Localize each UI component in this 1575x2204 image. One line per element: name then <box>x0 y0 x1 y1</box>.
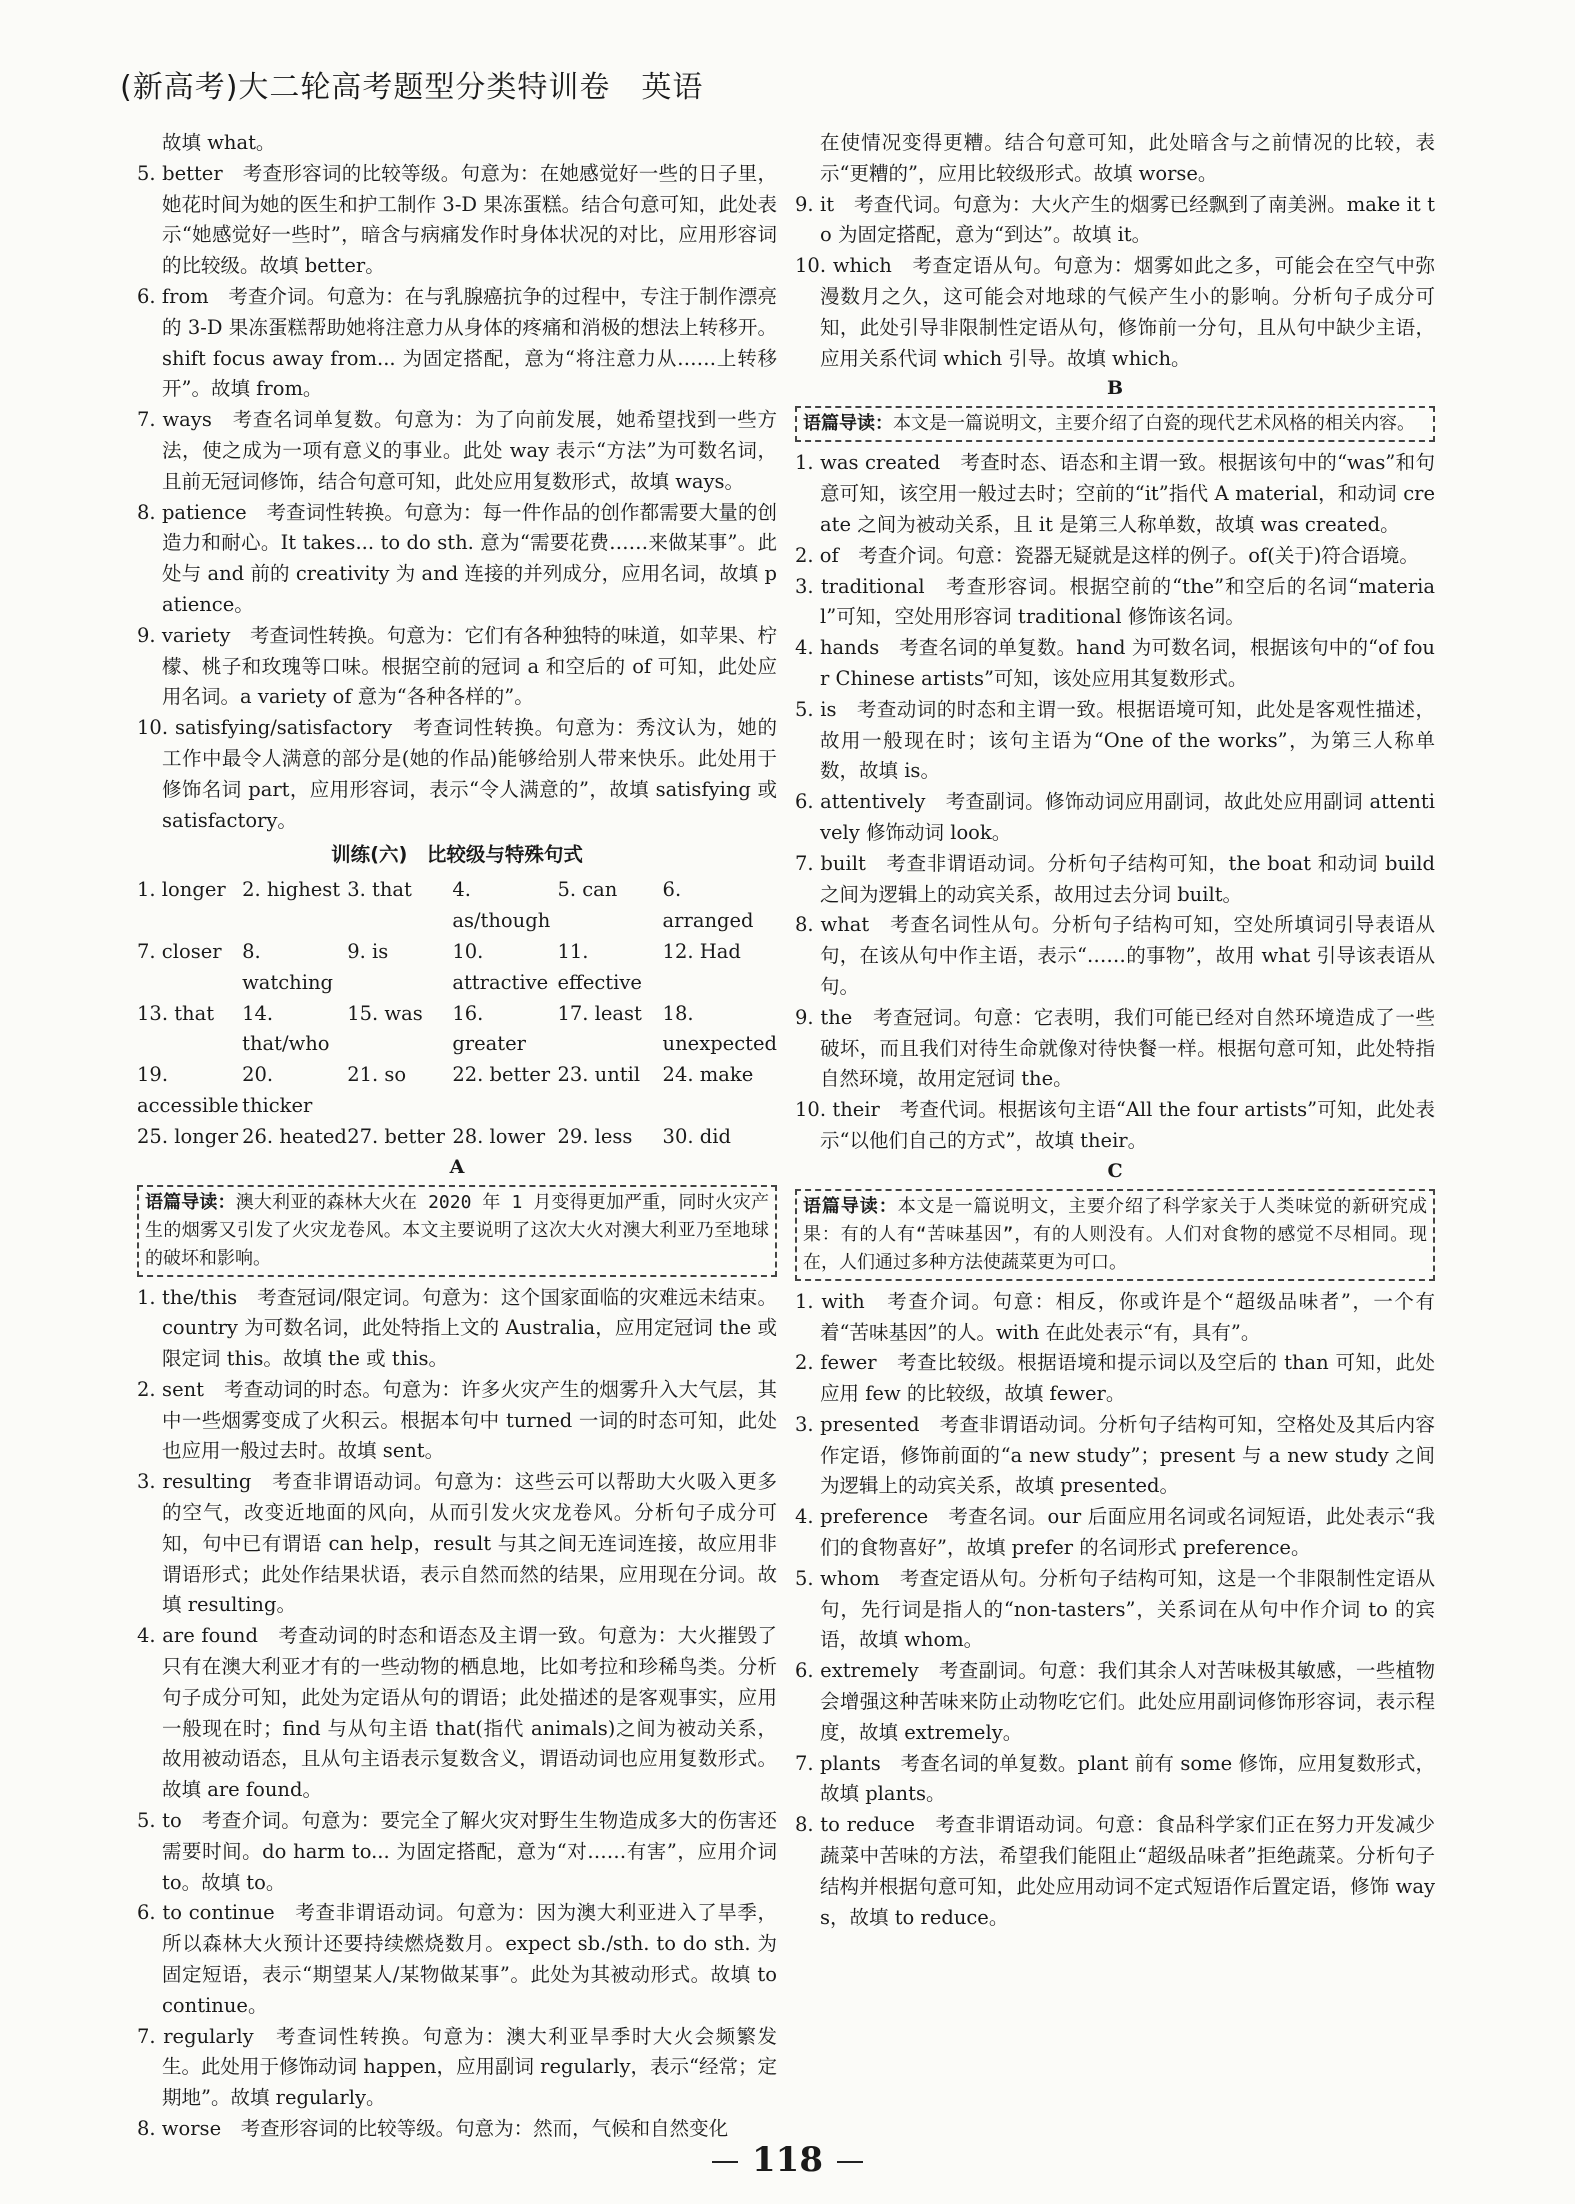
answer-key-item: 4. as/though <box>452 878 551 933</box>
answer-key-item: 24. make <box>662 1063 754 1087</box>
page-number: 118 <box>752 2140 823 2180</box>
answer-key-item: 8. watching <box>242 939 334 994</box>
answer-explanation: 10. satisfying/satisfactory 考查词性转换。句意为：秀汶认为，她的工作中最令人满意的部分是(她的作品)能够给别人带来快乐。此处用于修饰名词 part，应用形容词，表示“令人满意的”，故填 satisfying 或 satisfactory。 <box>137 716 777 832</box>
left-column <box>137 128 777 2145</box>
part-c-guide-label: 语篇导读： <box>803 1195 898 1217</box>
answer-explanation: 7. plants 考查名词的单复数。plant 前有 some 修饰，应用复数形式，故填 plants。 <box>795 1751 1435 1806</box>
page-header: (新高考)大二轮高考题型分类特训卷 英语 <box>120 70 704 105</box>
answer-explanation: 故填 what。 <box>162 131 276 154</box>
answer-explanation: 2. sent 考查动词的时态。句意为：许多火灾产生的烟雾升入大气层，其中一些烟雾变成了火积云。根据本句中 turned 一词的时态可知，此处也应用一般过去时。故填 sent。 <box>137 1377 777 1463</box>
answer-explanation: 在使情况变得更糟。结合句意可知，此处暗含与之前情况的比较，表示“更糟的”，应用比较级形式。故填 worse。 <box>820 131 1435 185</box>
answer-explanation: 4. preference 考查名词。our 后面应用名词或名词短语，此处表示“我们的食物喜好”，故填 prefer 的名词形式 preference。 <box>795 1505 1435 1560</box>
answer-key-item: 28. lower <box>452 1124 546 1148</box>
answer-explanation: 10. which 考查定语从句。句意为：烟雾如此之多，可能会在空气中弥漫数月之久，这可能会对地球的气候产生小的影响。分析句子成分可知，此处引导非限制性定语从句，修饰前一分句，且从句中缺少主语，应用关系代词 which 引导。故填 which。 <box>795 254 1435 370</box>
answer-explanation: 5. is 考查动词的时态和主谓一致。根据语境可知，此处是客观性描述，故用一般现在时；该句主语为“One of the works”，为第三人称单数，故填 is。 <box>795 697 1435 783</box>
answer-key-item: 22. better <box>452 1063 551 1087</box>
answer-key-item: 3. that <box>347 878 412 902</box>
answer-key-item: 13. that <box>137 1001 215 1025</box>
part-b-items <box>795 448 1435 1156</box>
left-top-items <box>137 128 777 836</box>
answer-explanation: 1. was created 考查时态、语态和主谓一致。根据该句中的“was”和句意可知，该空用一般过去时；空前的“it”指代 A material，和动词 create 之间为被动关系，且 it 是第三人称单数，故填 was created。 <box>795 451 1435 536</box>
answer-explanation: 4. are found 考查动词的时态和语态及主谓一致。句意为：大火摧毁了只有在澳大利亚才有的一些动物的栖息地，比如考拉和珍稀鸟类。分析句子成分可知，此处为定语从句的谓语；此处描述的是客观事实，应用一般现在时；find 与从句主语 that(指代 animals)之间为被动关系，故用被动语态，且从句主语表示复数含义，谓语动词也应用复数形式。故填 are found。 <box>137 1624 777 1802</box>
answer-key-item: 17. least <box>557 1001 642 1025</box>
answer-key-item: 15. was <box>347 1001 423 1025</box>
answer-explanation: 2. of 考查介词。句意：瓷器无疑就是这样的例子。of(关于)符合语境。 <box>795 543 1419 567</box>
answer-explanation: 7. built 考查非谓语动词。分析句子结构可知，the boat 和动词 build 之间为逻辑上的动宾关系，故用过去分词 built。 <box>795 851 1435 906</box>
answer-grid <box>137 875 777 1152</box>
answer-explanation: 9. it 考查代词。句意为：大火产生的烟雾已经飘到了南美洲。make it to 为固定搭配，意为“到达”。故填 it。 <box>795 192 1435 247</box>
answer-explanation: 6. extremely 考查副词。句意：我们其余人对苦味极其敏感，一些植物会增强这种苦味来防止动物吃它们。此处应用副词修饰形容词，表示程度，故填 extremely。 <box>795 1659 1435 1744</box>
answer-key-item: 30. did <box>662 1124 731 1148</box>
answer-explanation: 8. patience 考查词性转换。句意为：每一件作品的创作都需要大量的创造力和耐心。It takes... to do sth. 意为“需要花费……来做某事”。此处与 and 前的 creativity 为 and 连接的并列成分，应用名词，故填 patience。 <box>137 500 777 616</box>
part-c-items <box>795 1287 1435 1934</box>
answer-key-item: 1. longer <box>137 878 226 902</box>
part-b-guide-text: 本文是一篇说明文，主要介绍了白瓷的现代艺术风格的相关内容。 <box>893 413 1415 435</box>
answer-key-item: 14. that/who <box>242 1001 330 1056</box>
answer-explanation: 8. to reduce 考查非谓语动词。句意：食品科学家们正在努力开发减少蔬菜中苦味的方法，希望我们能阻止“超级品味者”拒绝蔬菜。分析句子结构并根据句意可知，此处应用动词不定式短语作后置定语，修饰 ways，故填 to reduce。 <box>795 1813 1435 1929</box>
answer-key-item: 23. until <box>557 1063 641 1087</box>
answer-key-item: 7. closer <box>137 939 222 963</box>
part-a-items <box>137 1283 777 2145</box>
answer-key-item: 9. is <box>347 939 389 963</box>
answer-explanation: 8. what 考查名词性从句。分析句子结构可知，空处所填词引导表语从句，在该从句中作主语，表示“……的事物”，故用 what 引导该表语从句。 <box>795 913 1435 998</box>
answer-key-item: 25. longer <box>137 1124 239 1148</box>
footer-dash-right <box>837 2161 863 2163</box>
part-a-label: A <box>449 1155 465 1178</box>
section-title: 训练(六) 比较级与特殊句式 <box>331 843 583 867</box>
part-a-guide-text: 澳大利亚的森林大火在 2020 年 1 月变得更加严重，同时火灾产生的烟雾又引发了火灾龙卷风。本文主要说明了这次大火对澳大利亚乃至地球的破坏和影响。 <box>145 1191 770 1269</box>
answer-key-item: 27. better <box>347 1124 445 1148</box>
answer-key-item: 19. accessible <box>137 1063 239 1117</box>
part-a-guide-label: 语篇导读： <box>145 1191 236 1213</box>
answer-key-item: 10. attractive <box>452 939 549 994</box>
footer-dash-left <box>712 2161 738 2163</box>
part-b-guide <box>795 406 1435 442</box>
part-b-guide-label: 语篇导读： <box>803 413 893 435</box>
answer-key-item: 5. can <box>557 878 618 902</box>
answer-explanation: 3. traditional 考查形容词。根据空前的“the”和空后的名词“material”可知，空处用形容词 traditional 修饰该名词。 <box>795 574 1435 629</box>
answer-key-item: 29. less <box>557 1124 633 1148</box>
answer-key-item: 20. thicker <box>242 1063 313 1117</box>
answer-key-item: 12. Had <box>662 939 741 963</box>
part-c-label: C <box>1107 1159 1123 1182</box>
right-column <box>795 128 1435 1933</box>
answer-explanation: 5. to 考查介词。句意为：要完全了解火灾对野生生物造成多大的伤害还需要时间。do harm to... 为固定搭配，意为“对……有害”，应用介词 to。故填 to。 <box>137 1809 777 1894</box>
answer-explanation: 9. variety 考查词性转换。句意为：它们有各种独特的味道，如苹果、柠檬、桃子和玫瑰等口味。根据空前的冠词 a 和空后的 of 可知，此处应用名词。a variety of 意为“各种各样的”。 <box>137 623 777 709</box>
part-c-guide-text: 本文是一篇说明文，主要介绍了科学家关于人类味觉的新研究成果：有的人有“苦味基因”，有的人则没有。人们对食物的感觉不尽相同。现在，人们通过多种方法使蔬菜更为可口。 <box>803 1195 1427 1273</box>
answer-explanation: 5. whom 考查定语从句。分析句子结构可知，这是一个非限制性定语从句，先行词是指人的“non-tasters”，关系词在从句中作介词 to 的宾语，故填 whom。 <box>795 1566 1435 1652</box>
answer-key-item: 11. effective <box>557 939 642 994</box>
right-top-items <box>795 128 1435 374</box>
part-c-guide <box>795 1189 1435 1281</box>
answer-explanation: 6. from 考查介词。句意为：在与乳腺癌抗争的过程中，专注于制作漂亮的 3-D 果冻蛋糕帮助她将注意力从身体的疼痛和消极的想法上转移开。shift focus away from... 为固定搭配，意为“将注意力从……上转移开”。故填 from。 <box>137 284 777 401</box>
answer-explanation: 2. fewer 考查比较级。根据语境和提示词以及空后的 than 可知，此处应用 few 的比较级，故填 fewer。 <box>795 1351 1435 1406</box>
part-b-label: B <box>1106 377 1124 400</box>
answer-explanation: 7. regularly 考查词性转换。句意为：澳大利亚旱季时大火会频繁发生。此处用于修饰动词 happen，应用副词 regularly，表示“经常；定期地”。故填 regularly。 <box>137 2024 777 2110</box>
answer-key-item: 18. unexpected <box>662 1001 778 1056</box>
answer-key-item: 2. highest <box>242 878 341 902</box>
answer-explanation: 3. presented 考查非谓语动词。分析句子结构可知，空格处及其后内容作定语，修饰前面的“a new study”；present 与 a new study 之间为逻辑上的动宾关系，故填 presented。 <box>795 1412 1435 1498</box>
answer-explanation: 6. to continue 考查非谓语动词。句意为：因为澳大利亚进入了旱季，所以森林大火预计还要持续燃烧数月。expect sb./sth. to do sth. 为固定短语，表示“期望某人/某物做某事”。此处为其被动形式。故填 to continue。 <box>137 1901 777 2017</box>
answer-key-item: 21. so <box>347 1063 407 1087</box>
answer-explanation: 6. attentively 考查副词。修饰动词应用副词，故此处应用副词 attentively 修饰动词 look。 <box>795 790 1435 844</box>
answer-explanation: 9. the 考查冠词。句意：它表明，我们可能已经对自然环境造成了一些破坏，而且我们对待生命就像对待快餐一样。根据句意可知，此处特指自然环境，故用定冠词 the。 <box>795 1005 1435 1091</box>
part-a-guide <box>137 1185 777 1277</box>
page-footer <box>0 2140 1575 2180</box>
answer-key-item: 6. arranged <box>662 878 754 933</box>
answer-explanation: 7. ways 考查名词单复数。句意为：为了向前发展，她希望找到一些方法，使之成为一项有意义的事业。此处 way 表示“方法”为可数名词，且前无冠词修饰，结合句意可知，此处应用复数形式，故填 ways。 <box>137 408 777 493</box>
answer-explanation: 10. their 考查代词。根据该句主语“All the four artists”可知，此处表示“以他们自己的方式”，故填 their。 <box>795 1098 1435 1152</box>
answer-explanation: 1. with 考查介词。句意：相反，你或许是个“超级品味者”，一个有着“苦味基因”的人。with 在此处表示“有，具有”。 <box>795 1289 1435 1344</box>
answer-explanation: 1. the/this 考查冠词/限定词。句意为：这个国家面临的灾难远未结束。country 为可数名词，此处特指上文的 Australia，应用定冠词 the 或限定词 this。故填 the 或 this。 <box>137 1285 777 1371</box>
answer-explanation: 8. worse 考查形容词的比较等级。句意为：然而，气候和自然变化 <box>137 2117 729 2141</box>
answer-explanation: 3. resulting 考查非谓语动词。句意为：这些云可以帮助大火吸入更多的空气，改变近地面的风向，从而引发火灾龙卷风。分析句子成分可知，句中已有谓语 can help，result 与其之间无连词连接，故应用非谓语形式；此处作结果状语，表示自然而然的结果，应用现在分词。故填 resulting。 <box>137 1470 777 1617</box>
answer-key-item: 26. heated <box>242 1124 347 1148</box>
answer-explanation: 5. better 考查形容词的比较等级。句意为：在她感觉好一些的日子里，她花时间为她的医生和护工制作 3-D 果冻蛋糕。结合句意可知，此处表示“她感觉好一些时”，暗含与病痛发作时身体状况的对比，应用形容词的比较级。故填 better。 <box>137 161 777 278</box>
answer-key-item: 16. greater <box>452 1001 526 1056</box>
answer-explanation: 4. hands 考查名词的单复数。hand 为可数名词，根据该句中的“of four Chinese artists”可知，该处应用其复数形式。 <box>795 636 1435 690</box>
